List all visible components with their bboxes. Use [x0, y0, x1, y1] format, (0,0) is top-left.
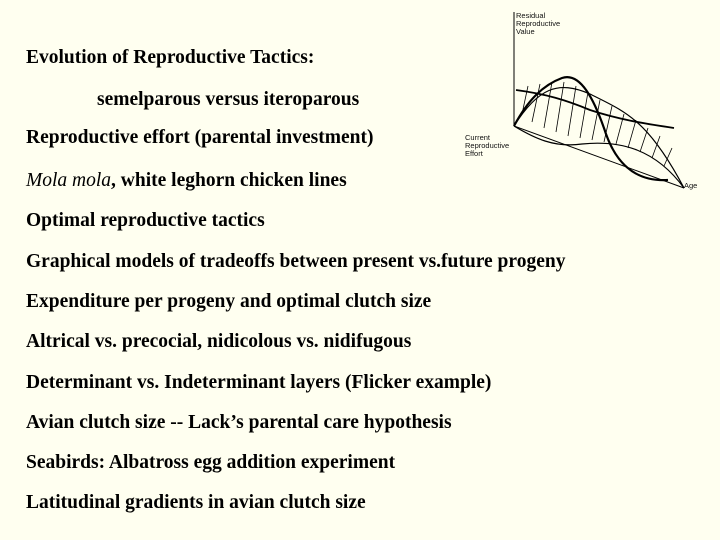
residual-value-label: Residual Reproductive Value	[516, 11, 561, 36]
mola-mola-italic: Mola mola	[26, 170, 112, 191]
bullet-altrical: Altrical vs. precocial, nidicolous vs. nidifugous	[26, 331, 412, 352]
bullet-latitudinal: Latitudinal gradients in avian clutch size	[26, 492, 366, 513]
tradeoff-surface-figure	[458, 10, 720, 200]
surface-ridge-curve	[514, 77, 668, 180]
bullet-determinant: Determinant vs. Indeterminant layers (Flicker example)	[26, 372, 492, 393]
tradeoff-surface-drawing	[458, 10, 720, 200]
bullet-seabirds: Seabirds: Albatross egg addition experiment	[26, 452, 396, 473]
slide-title: Evolution of Reproductive Tactics:	[26, 47, 315, 68]
bullet-optimal-tactics: Optimal reproductive tactics	[26, 210, 265, 231]
age-label: Age	[684, 181, 698, 190]
bullet-graphical-models: Graphical models of tradeoffs between present vs.future progeny	[26, 251, 566, 272]
bullet-expenditure: Expenditure per progeny and optimal clutch size	[26, 291, 432, 312]
slide-subtitle: semelparous versus iteroparous	[97, 89, 360, 110]
current-effort-label: Current Reproductive Effort	[465, 133, 510, 158]
surface-upper-curve	[514, 88, 684, 188]
bullet-mola-mola	[26, 169, 347, 193]
bullet-reproductive-effort: Reproductive effort (parental investment)	[26, 127, 374, 148]
mola-mola-rest: , white leghorn chicken lines	[111, 170, 347, 191]
bullet-avian-clutch: Avian clutch size -- Lack’s parental care hypothesis	[26, 412, 452, 433]
age-axis-line	[514, 126, 684, 188]
